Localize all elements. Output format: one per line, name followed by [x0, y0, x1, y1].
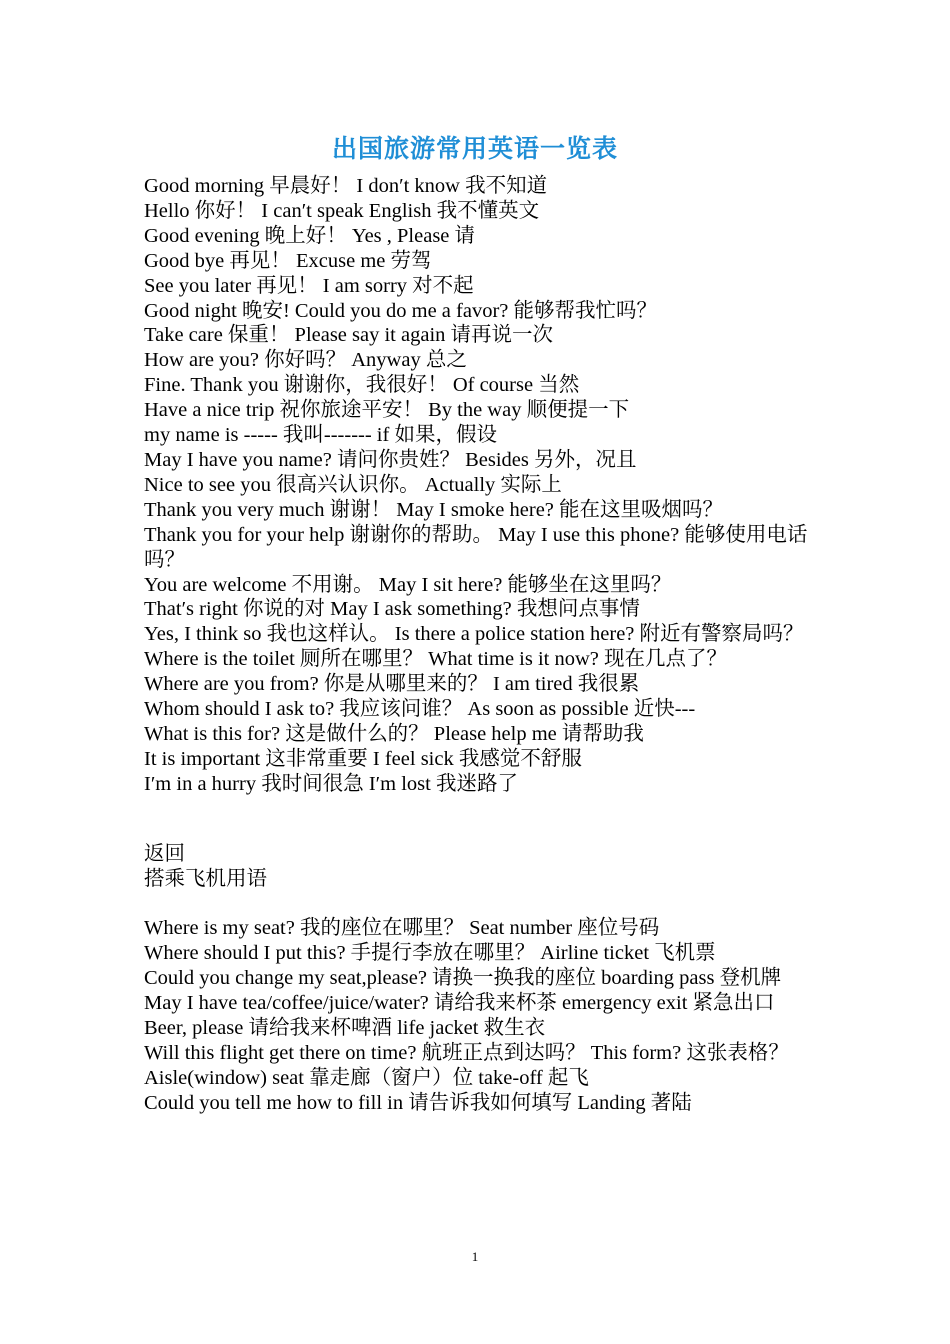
spacer [144, 797, 809, 842]
flight-phrase-line: Where is my seat? 我的座位在哪里？ Seat number 座位号码 [144, 917, 660, 940]
flight-phrase-line: Could you change my seat,please? 请换一换我的座位 boarding pass 登机牌 [144, 967, 782, 990]
flight-phrase-line: May I have tea/coffee/juice/water? 请给我来杯茶 emergency exit 紧急出口 [144, 992, 775, 1015]
flight-phrase-line: Beer, please 请给我来杯啤酒 life jacket 救生衣 [144, 1016, 546, 1039]
phrase-line: You are welcome 不用谢。 May I sit here? 能够坐在这里吗？ [144, 573, 672, 596]
phrase-line: Have a nice trip 祝你旅途平安！ By the way 顺便提一下 [144, 399, 630, 422]
phrase-line: See you later 再见！ I am sorry 对不起 [144, 274, 474, 297]
phrase-line: Hello 你好！ I can′t speak English 我不懂英文 [144, 199, 540, 222]
phrase-line: May I have you name? 请问你贵姓？ Besides 另外，况且 [144, 448, 637, 471]
phrase-line: Whom should I ask to? 我应该问谁？ As soon as possible 近快--- [144, 698, 696, 721]
phrase-line: I′m in a hurry 我时间很急 I′m lost 我迷路了 [144, 772, 518, 795]
flight-phrase-line: Could you tell me how to fill in 请告诉我如何填写 Landing 著陆 [144, 1091, 692, 1114]
phrase-line: my name is ----- 我叫------- if 如果，假设 [144, 424, 497, 447]
document-title: 出国旅游常用英语一览表 [331, 136, 618, 163]
phrase-line: What is this for? 这是做什么的？ Please help me 请帮助我 [144, 722, 644, 745]
spacer [144, 891, 809, 916]
flight-phrase-line: Will this flight get there on time? 航班正点到达吗？ This form? 这张表格？ [144, 1041, 789, 1064]
phrase-line: Where are you from? 你是从哪里来的？ I am tired 我很累 [144, 673, 640, 696]
phrase-line: Fine. Thank you 谢谢你，我很好！ Of course 当然 [144, 374, 580, 397]
flight-phrase-line: Where should I put this? 手提行李放在哪里？ Airline ticket 飞机票 [144, 942, 716, 965]
phrase-line: Good night 晚安! Could you do me a favor? 能够帮我忙吗？ [144, 299, 658, 322]
phrase-line: Good morning 早晨好！ I don′t know 我不知道 [144, 175, 548, 197]
phrase-line: Good evening 晚上好！ Yes , Please 请 [144, 224, 476, 247]
document-body [144, 174, 809, 1116]
phrase-line: Good bye 再见！ Excuse me 劳驾 [144, 249, 432, 272]
phrase-line: Where is the toilet 厕所在哪里？ What time is it now? 现在几点了？ [144, 648, 728, 671]
flight-phrase-line: Aisle(window) seat 靠走廊（窗户）位 take-off 起飞 [144, 1066, 589, 1089]
phrase-line: How are you? 你好吗？ Anyway 总之 [144, 349, 467, 372]
phrase-line: Nice to see you 很高兴认识你。 Actually 实际上 [144, 473, 562, 496]
phrase-line: It is important 这非常重要 I feel sick 我感觉不舒服 [144, 747, 582, 770]
phrase-line: Thank you for your help 谢谢你的帮助。 May I use this phone? 能够使用电话吗？ [144, 523, 808, 571]
phrase-line: That′s right 你说的对 May I ask something? 我想问点事情 [144, 598, 640, 621]
phrase-line: Take care 保重！ Please say it again 请再说一次 [144, 324, 554, 347]
phrase-line: Yes, I think so 我也这样认。 Is there a police station here? 附近有警察局吗？ [144, 623, 804, 646]
back-link[interactable]: 返回 [144, 842, 185, 865]
section-heading: 搭乘飞机用语 [144, 867, 267, 890]
page-number: 1 [471, 1249, 479, 1264]
phrase-line: Thank you very much 谢谢！ May I smoke here? 能在这里吸烟吗？ [144, 498, 724, 521]
